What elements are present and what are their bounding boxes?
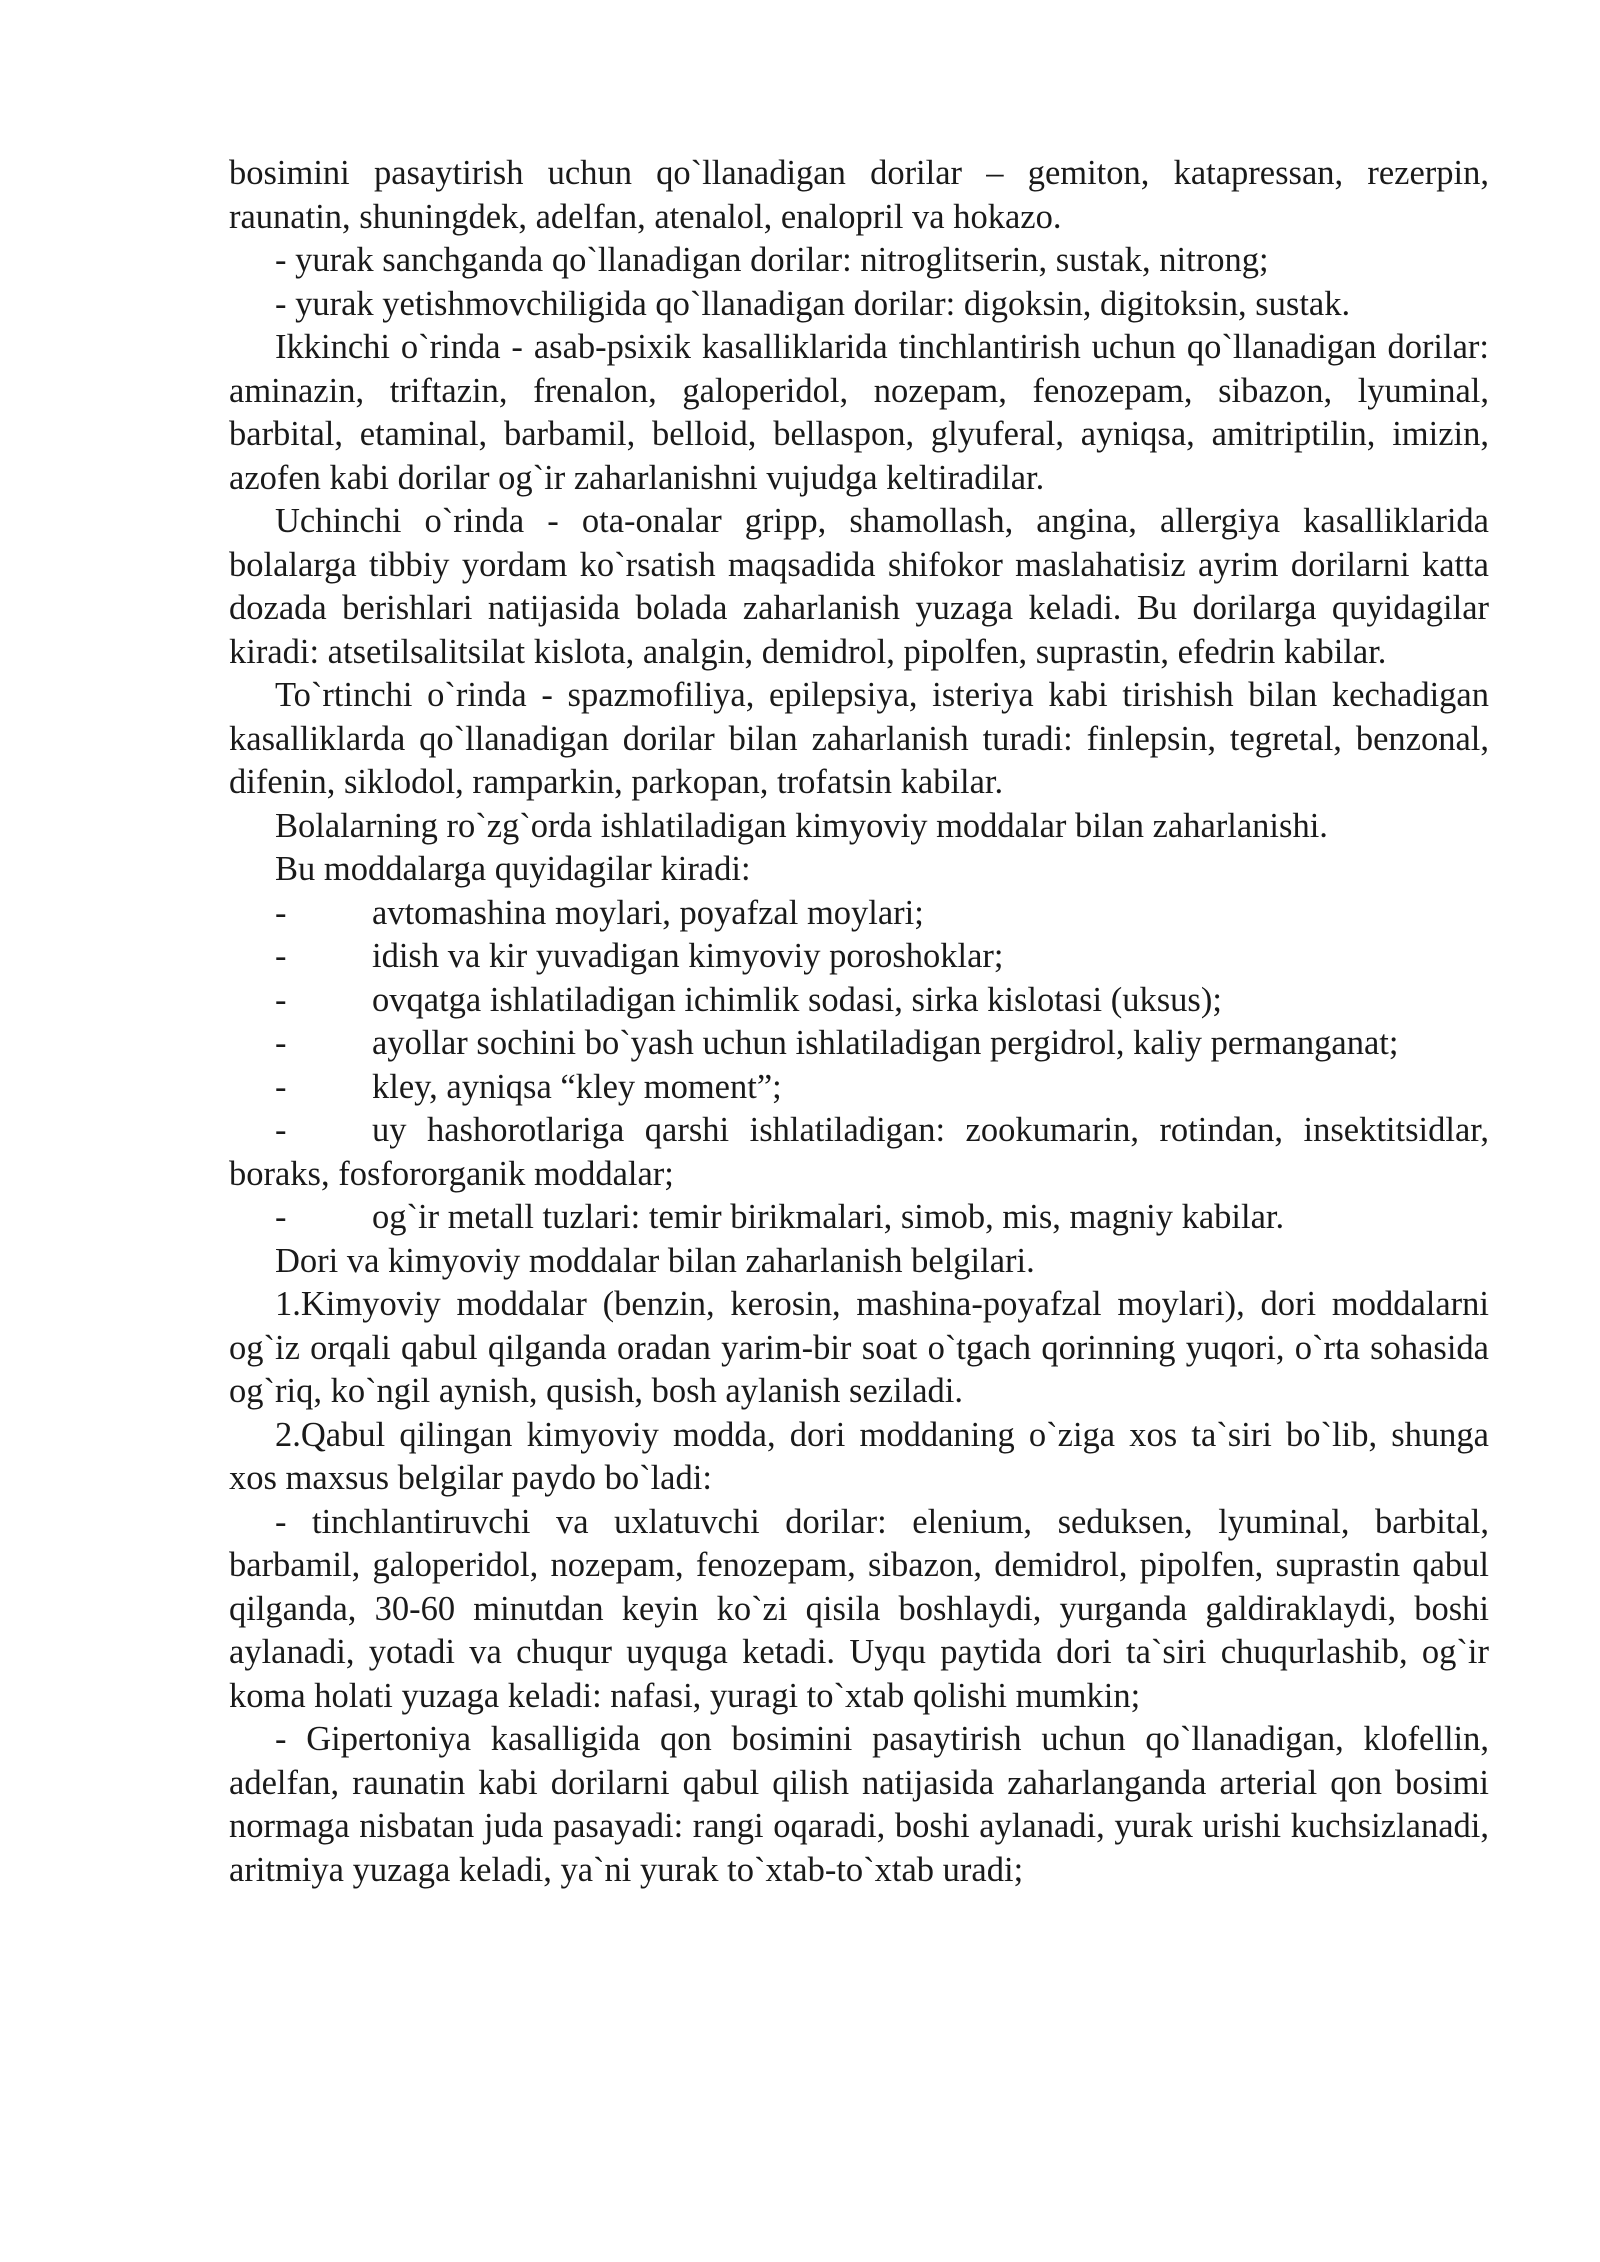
paragraph-third-place: Uchinchi o`rinda - ota-onalar gripp, shamollash, angina, allergiya kasalliklarida bolalarga tibbiy yordam ko`rsatish maqsadida shifokor maslahatisiz ayrim dorilarni katta dozada berishlari natijasida bolada zaharlanish yuzaga keladi. Bu dorilarga quyidagilar kiradi: atsetilsalitsilat kislota, analgin, demidrol, pipolfen, suprastin, efedrin kabilar.	[229, 502, 1489, 671]
list-item-text: avtomashina moylari, poyafzal moylari;	[372, 893, 924, 932]
list-item	[229, 1022, 1489, 1066]
list-item-text: idish va kir yuvadigan kimyoviy poroshoklar;	[372, 937, 1004, 975]
list-dash: -	[275, 980, 287, 1019]
paragraph-continuation: bosimini pasaytirish uchun qo`llanadigan dorilar – gemiton, katapressan, rezerpin, raunatin, shuningdek, adelfan, atenalol, enalopril va hokazo.	[229, 154, 1489, 236]
list-item	[229, 935, 1489, 979]
list-item	[229, 1066, 1489, 1110]
list-dash: -	[275, 893, 287, 932]
paragraph-heart-failure-drugs: - yurak yetishmovchiligida qo`llanadigan dorilar: digoksin, digitoksin, sustak.	[275, 284, 1351, 323]
list-item-text: ayollar sochini bo`yash uchun ishlatiladigan pergidrol, kaliy permanganat;	[372, 1024, 1399, 1062]
list-item	[229, 979, 1489, 1023]
paragraph-symptom-2: 2.Qabul qilingan kimyoviy modda, dori moddaning o`ziga xos ta`siri bo`lib, shunga xos maxsus belgilar paydo bo`ladi:	[229, 1415, 1489, 1497]
paragraph-household-chemicals-heading: Bolalarning ro`zg`orda ishlatiladigan kimyoviy moddalar bilan zaharlanishi.	[275, 806, 1328, 845]
list-dash: -	[275, 1067, 287, 1106]
paragraph-list-intro: Bu moddalarga quyidagilar kiradi:	[275, 850, 751, 888]
paragraph-hypertension-drugs: - Gipertoniya kasalligida qon bosimini pasaytirish uchun qo`llanadigan, klofellin, adelfan, raunatin kabi dorilarni qabul qilish natijasida zaharlanganda arterial qon bosimi normaga nisbatan juda pasayadi: rangi oqaradi, boshi aylanadi, yurak urishi kuchsizlanadi, aritmiya yuzaga keladi, ya`ni yurak to`xtab-to`xtab uradi;	[229, 1720, 1489, 1889]
list-item	[229, 1109, 1489, 1196]
list-item-text: uy hashorotlariga qarshi ishlatiladigan: zookumarin, rotindan, insektitsidlar, boraks, fosfororganik moddalar;	[229, 1111, 1489, 1193]
list-dash: -	[275, 1198, 287, 1236]
list-dash: -	[275, 937, 287, 975]
paragraph-symptoms-heading: Dori va kimyoviy moddalar bilan zaharlanish belgilari.	[275, 1241, 1035, 1280]
list-dash: -	[275, 1111, 287, 1149]
list-item-text: og`ir metall tuzlari: temir birikmalari, simob, mis, magniy kabilar.	[372, 1198, 1285, 1236]
paragraph-second-place: Ikkinchi o`rinda - asab-psixik kasalliklarida tinchlantirish uchun qo`llanadigan dorilar: aminazin, triftazin, frenalon, galoperidol, nozepam, fenozepam, sibazon, lyuminal, barbital, etaminal, barbamil, belloid, bellaspon, glyuferal, ayniqsa, amitriptilin, imizin, azofen kabi dorilar og`ir zaharlanishni vujudga keltiradilar.	[229, 328, 1489, 497]
list-dash: -	[275, 1024, 287, 1062]
list-item	[229, 1196, 1489, 1240]
paragraph-fourth-place: To`rtinchi o`rinda - spazmofiliya, epilepsiya, isteriya kabi tirishish bilan kechadigan kasalliklarda qo`llanadigan dorilar bilan zaharlanish turadi: finlepsin, tegretal, benzonal, difenin, siklodol, ramparkin, parkopan, trofatsin kabilar.	[229, 676, 1489, 801]
list-item	[229, 892, 1489, 936]
paragraph-angina-drugs: - yurak sanchganda qo`llanadigan dorilar: nitroglitserin, sustak, nitrong;	[275, 241, 1269, 279]
document-page	[229, 152, 1489, 1892]
list-item-text: kley, ayniqsa “kley moment”;	[372, 1067, 782, 1106]
paragraph-sedatives: - tinchlantiruvchi va uxlatuvchi dorilar: elenium, seduksen, lyuminal, barbital, barbamil, galoperidol, nozepam, fenozepam, sibazon, demidrol, pipolfen, suprastin qabul qilganda, 30-60 minutdan keyin ko`zi qisila boshlaydi, yurganda galdiraklaydi, boshi aylanadi, yotadi va chuqur uyquga ketadi. Uyqu paytida dori ta`siri chuqurlashib, og`ir koma holati yuzaga keladi: nafasi, yuragi to`xtab qolishi mumkin;	[229, 1502, 1489, 1715]
list-item-text: ovqatga ishlatiladigan ichimlik sodasi, sirka kislotasi (uksus);	[372, 980, 1222, 1019]
paragraph-symptom-1: 1.Kimyoviy moddalar (benzin, kerosin, mashina-poyafzal moylari), dori moddalarni og`iz orqali qabul qilganda oradan yarim-bir soat o`tgach qorinning yuqori, o`rta sohasida og`riq, ko`ngil aynish, qusish, bosh aylanish seziladi.	[229, 1285, 1489, 1410]
